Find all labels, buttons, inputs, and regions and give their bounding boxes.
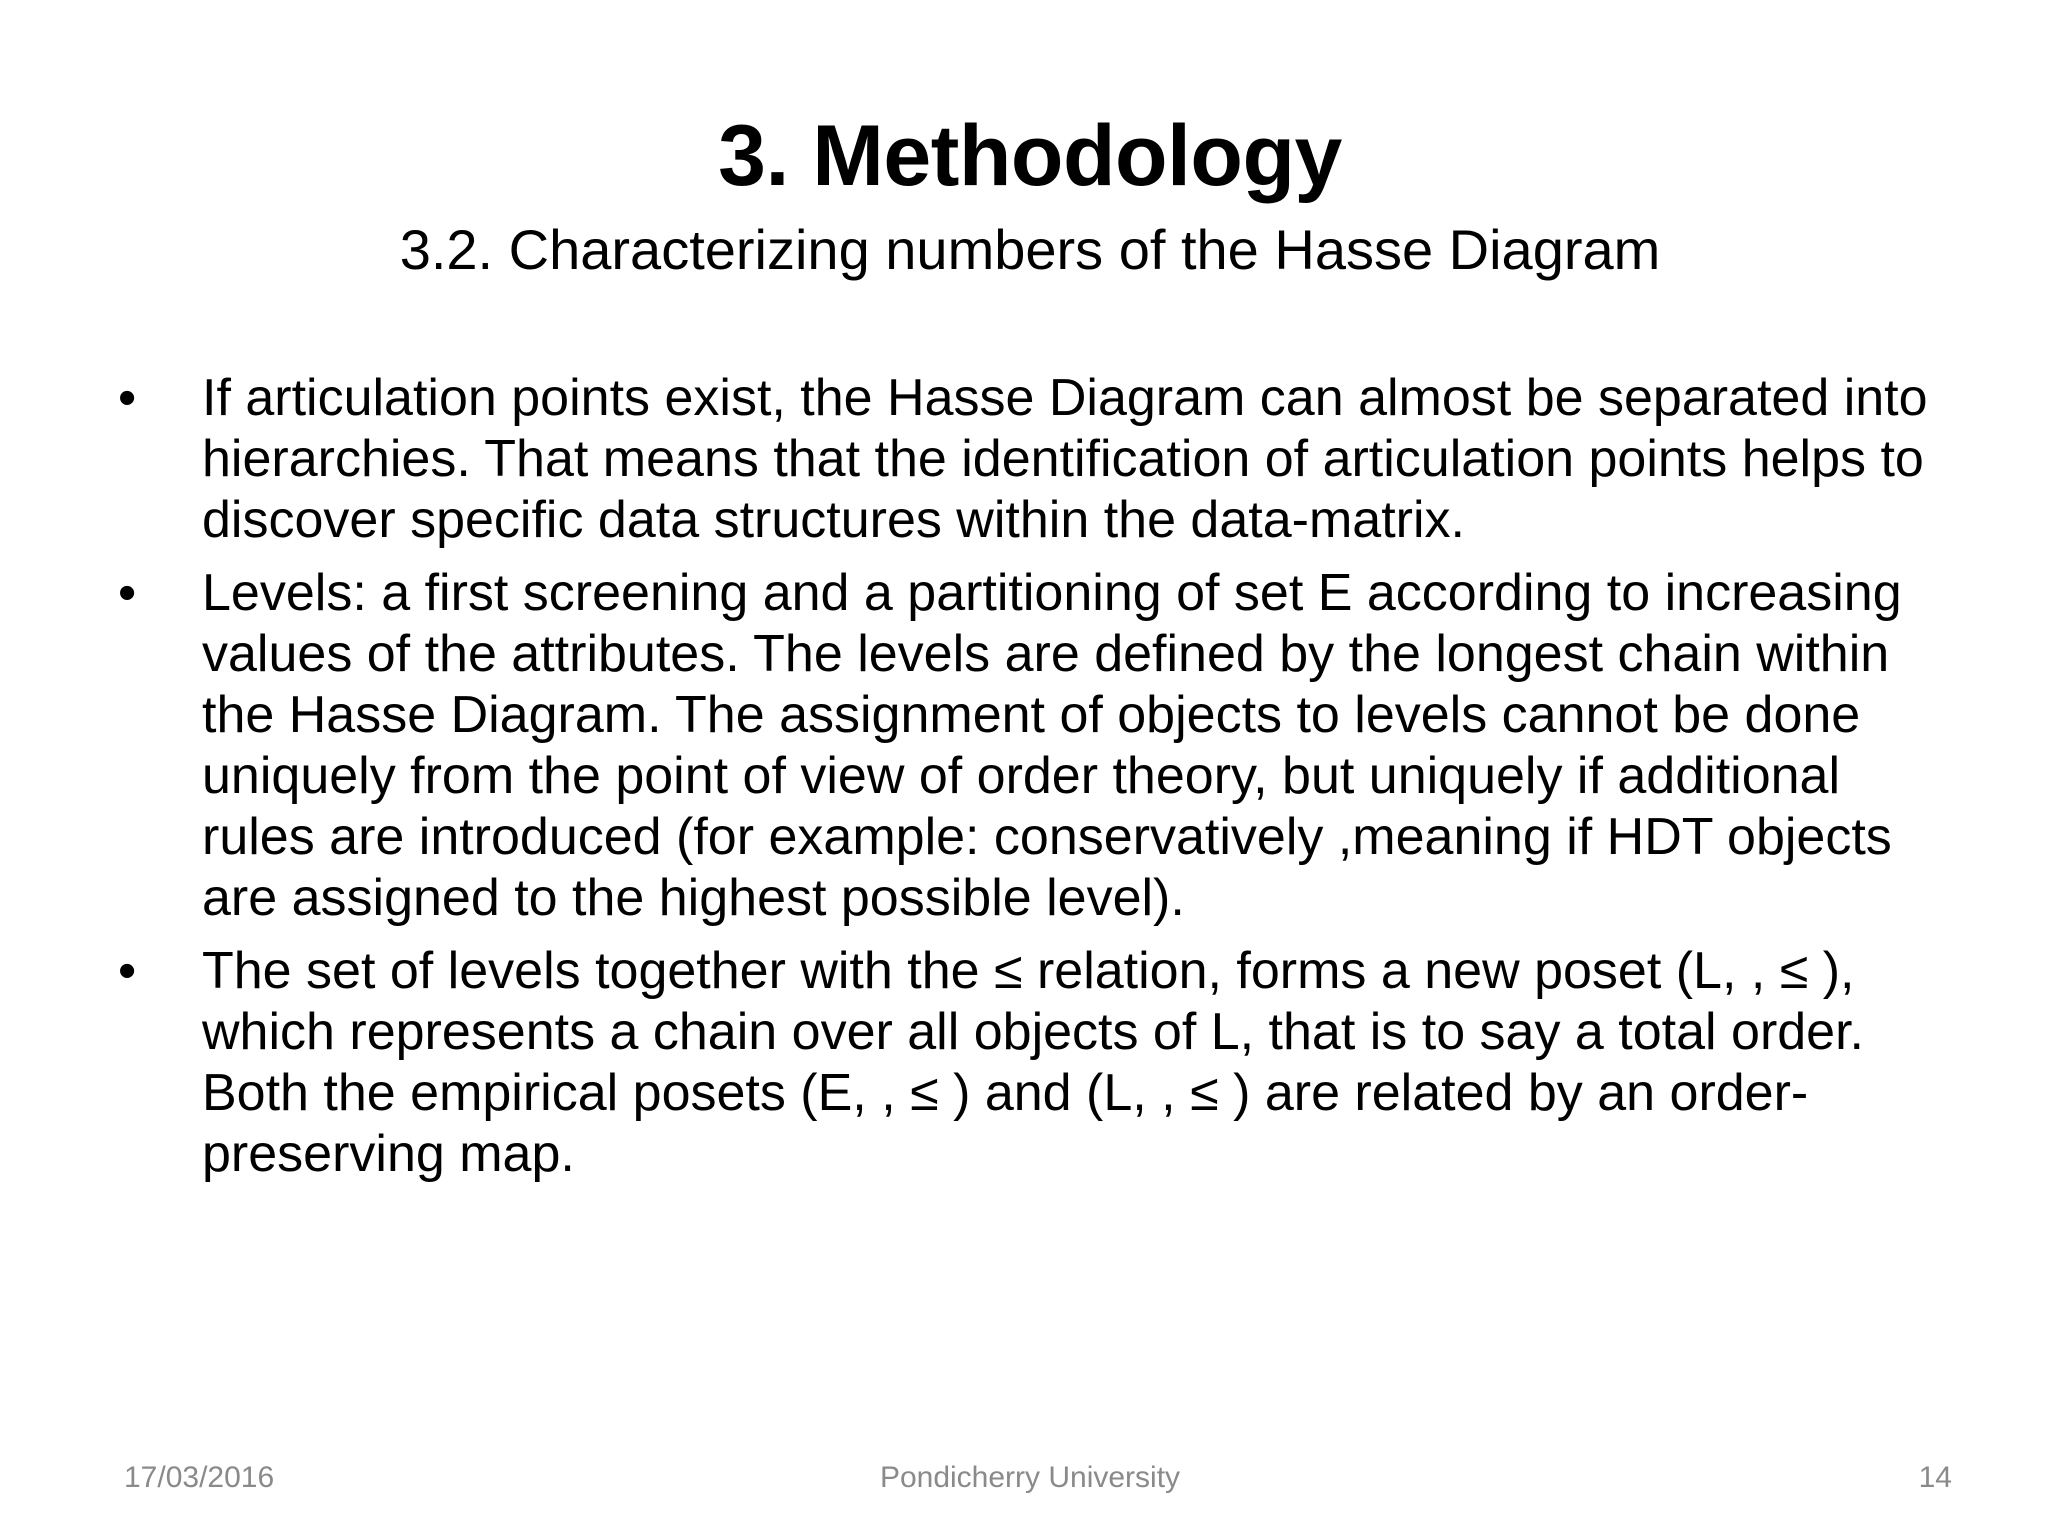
footer-date: 17/03/2016: [124, 1461, 275, 1494]
bullet-item: [118, 563, 1948, 929]
bullet-marker: •: [118, 942, 137, 1000]
bullet-marker: •: [118, 564, 137, 622]
footer-institution: Pondicherry University: [879, 1461, 1181, 1494]
bullet-text: The set of levels together with the ≤ relation, forms a new poset (L, , ≤ ), which represents a chain over all objects of L, that is to say a total order. Both the empirical posets (E, , ≤ ) and (L, , ≤ ) are related by an order-preserving map.: [202, 942, 1864, 1183]
bullet-list: [118, 368, 1948, 1197]
bullet-text: If articulation points exist, the Hasse Diagram can almost be separated into hierarchies. That means that the identification of articulation points helps to discover specific data structures within the data-matrix.: [202, 369, 1928, 549]
footer-page-number: 14: [1918, 1461, 1952, 1494]
bullet-item: [118, 368, 1948, 551]
slide-title: 3. Methodology: [718, 108, 1342, 204]
bullet-text: Levels: a first screening and a partitioning of set E according to increasing values of the attributes. The levels are defined by the longest chain within the Hasse Diagram. The assignment of objects to levels cannot be done uniquely from the point of view of order theory, but uniquely if additional rules are introduced (for example: conservatively ,meaning if HDT objects are assigned to the highest possible level).: [202, 564, 1902, 927]
slide-subtitle: 3.2. Characterizing numbers of the Hasse Diagram: [399, 218, 1661, 281]
bullet-item: [118, 941, 1948, 1185]
bullet-marker: •: [118, 369, 137, 427]
